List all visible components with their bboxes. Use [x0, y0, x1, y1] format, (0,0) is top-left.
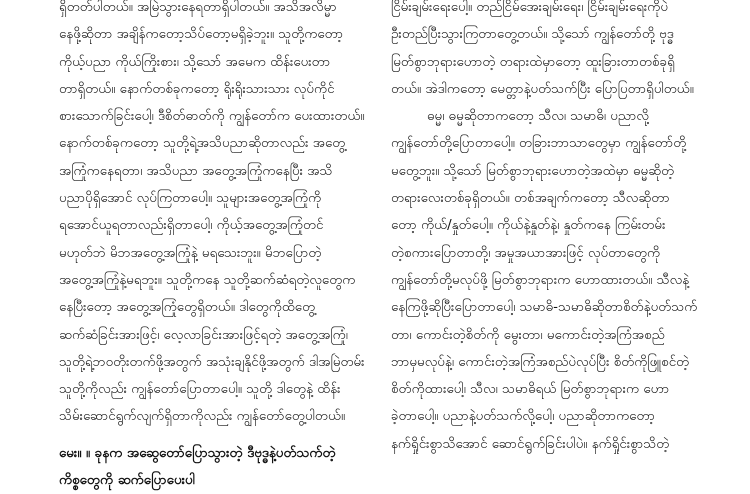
paragraph-line: တာရှိတယ်။ နောက်တစ်ခုကတော့ ရိုးရိုးသားသား လုပ်ကိုင် [59, 81, 335, 97]
left-text-column [59, 0, 374, 494]
paragraph-line: ဓမ္မ၊ ဓမ္မဆိုတာကတော့ သီလ၊ သမာဓိ၊ ပညာလို့ [427, 109, 649, 125]
paragraph-line: သူတို့ရဲ့ဘဝတိုးတက်ဖို့အတွက် အသုံးချနိုင်ဖို့အတွက် ဒါအမြဲတမ်း [59, 354, 365, 370]
paragraph-line: စားသောက်ခြင်းပေါ့၊ ဒီစိတ်ဓာတ်ကို ကျွန်တော်က ပေးထားတယ်။ [59, 109, 365, 125]
paragraph-line: ခဲ့တာပေါ့။ ပညာနဲ့ပတ်သက်လို့ပေါ့၊ ပညာဆိုတာကတော့ [391, 409, 655, 425]
paragraph-line: နောက်တစ်ခုကတော့ သူတို့ရဲ့အသိပညာဆိုတာလည်း အတွေ့ [59, 136, 346, 152]
paragraph-line: တော့ ကိုယ်/နှုတ်ပေါ့။ ကိုယ်နဲ့နှုတ်နဲ့၊ နှုတ်ကနေ ကြမ်းတမ်း [391, 218, 666, 234]
paragraph-line: တရားလေးတစ်ခုရှိတယ်။ တစ်အချက်ကတော့ သီလဆိုတာ [391, 191, 670, 207]
paragraph-line: သူတို့ကိုလည်း ကျွန်တော်ပြောတာပေါ့။ သူတို့ ဒါတွေနဲ့ ထိန်း [59, 382, 341, 398]
paragraph-line: တယ်။ အဲဒါကတော့ မေတ္တာနဲ့ပတ်သက်ပြီး ပြောပြတာရှိပါတယ်။ [391, 81, 694, 97]
paragraph-line: သိမ်းဆောင်ရွက်လျက်ရှိတာကိုလည်း ကျွန်တော်တွေ့ပါတယ်။ [59, 409, 345, 425]
right-text-column [391, 0, 716, 458]
paragraph-line: ပညာပိုရှိအောင် လုပ်ကြတာပေါ့။ သူများအတွေ့အကြုံကို [59, 191, 322, 207]
interview-question-line: မေး။ ။ ခုနက အဆွေတော်ပြောသွားတဲ့ ဒီဗုဒ္ဓနဲ့ပတ်သက်တဲ့ [59, 445, 336, 461]
paragraph-line: ရှိတတ်ပါတယ်။ အမြဲသွားနေရတာရှိပါတယ်။ အသိအလိမ္မာ [59, 0, 337, 15]
paragraph-line: အကြုံကနေရတာ၊ အသိပညာ အတွေ့အကြုံကနေပြီး အသိ [59, 163, 333, 179]
paragraph-line: နက်ရှိုင်းစွာသိအောင် ဆောင်ရွက်ခြင်းပါပဲ။ နက်ရှိုင်းစွာသိတဲ့ [391, 436, 670, 452]
paragraph-line: မြတ်စွာဘုရားဟောတဲ့ တရားထဲမှာတော့ ထူးခြားတာတစ်ခုရှိ [391, 54, 675, 70]
paragraph-line: ဘာမှမလုပ်နဲ့၊ ကောင်းတဲ့အကြံအစည်ပဲလုပ်ပြီး စိတ်ကိုဖြူစင်တဲ့ [391, 354, 690, 370]
paragraph-line: ကိုယ့်ပညာ ကိုယ်ကြိုးစား၊ သို့သော် အမေက ထိန်းပေးတာ [59, 54, 331, 70]
paragraph-line: ငြိမ်းချမ်းရေးပေါ့။ တည်ငြိမ်အေးချမ်းရေး၊ ငြိမ်းချမ်းရေးကိုပဲ [391, 0, 669, 15]
paragraph-line: နေပြီးတော့ အတွေ့အကြုံတွေရှိတယ်။ ဒါတွေကိုထိတွေ့ [59, 300, 316, 316]
paragraph-line: မတွေ့ဘူး။ သို့သော် မြတ်စွာဘုရားဟောတဲ့အထဲမှာ ဓမ္မဆိုတဲ့ [391, 163, 675, 179]
paragraph-line: ကျွန်တော်တို့မလုပ်ဖို့ မြတ်စွာဘုရားက ဟောထားတယ်။ သီလနဲ့ [391, 272, 690, 288]
paragraph-line: အတွေ့အကြုံနဲ့မရဘူး။ သူတို့ကနေ သူတို့ဆက်ဆံရတဲ့လူတွေက [59, 272, 356, 288]
paragraph-line: ကျွန်တော်တို့ပြောတာပေါ့။ တခြားဘာသာတွေမှာ ကျွန်တော်တို့ [391, 136, 687, 152]
paragraph-line: တဲ့စကားပြောတာတို့၊ အမှုအယာအားဖြင့် လုပ်တာတွေကို [391, 245, 661, 261]
paragraph-line: နေကြဖို့ဆိုပြီးပြောတာပေါ့၊ သမာဓိ-သမာဓိဆိုတာစိတ်နဲ့ပတ်သက် [391, 300, 698, 316]
paragraph-line: မဟုတ်ဘဲ မိဘအတွေ့အကြုံနဲ့ မရသေးဘူး။ မိဘပြောတဲ့ [59, 245, 322, 261]
paragraph-line: ဆက်ဆံခြင်းအားဖြင့်၊ လေ့လာခြင်းအားဖြင့်ရတဲ့ အတွေ့အကြုံ၊ [59, 327, 348, 343]
paragraph-line: ရအောင်ယူရတာလည်းရှိတာပေါ့၊ ကိုယ့်အတွေ့အကြုံတင် [59, 218, 324, 234]
paragraph-line: စိတ်ကိုထားပေါ့၊ သီလ၊ သမာဓိရယ် မြတ်စွာဘုရားက ဟော [391, 382, 670, 398]
paragraph-line: တာ၊ ကောင်းတဲ့စိတ်ကို မွေးတာ၊ မကောင်းတဲ့အကြံအစည် [391, 327, 665, 343]
paragraph-line: နေဖို့ဆိုတာ အချိန်ကတော့သိပ်တော့မရှိခဲ့ဘူး။ သူတို့ကတော့ [59, 27, 344, 43]
interview-question-line: ကိစ္စတွေကို ဆက်ပြောပေးပါ [59, 473, 195, 489]
paragraph-line: ဦးတည်ပြီးသွားကြတာတွေ့တယ်။ သို့သော် ကျွန်တော်တို့ ဗုဒ္ဓ [391, 27, 674, 43]
